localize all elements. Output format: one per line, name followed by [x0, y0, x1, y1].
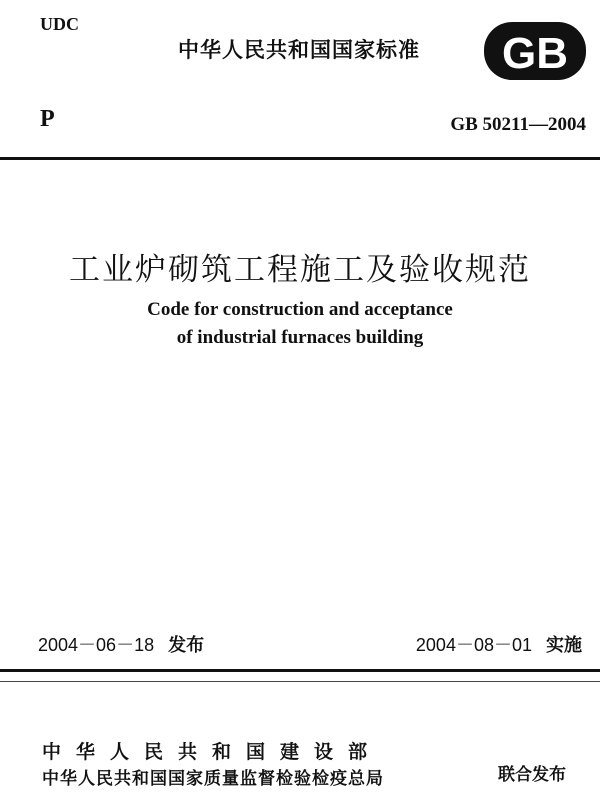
title-english-line-1: Code for construction and acceptance — [147, 299, 453, 320]
issue-date — [38, 631, 204, 657]
issue-date-value: 2004－06－18 — [38, 635, 155, 655]
bottom-thin-divider — [0, 681, 600, 682]
implementation-date-label: 实施 — [546, 635, 582, 656]
top-divider — [0, 157, 600, 160]
standard-number: GB 50211—2004 — [450, 114, 586, 135]
title-english-line-2: of industrial furnaces building — [176, 327, 424, 348]
document-title-chinese: 工业炉砌筑工程施工及验收规范 — [69, 252, 531, 288]
bottom-divider — [0, 669, 600, 672]
joint-issue-label: 联合发布 — [498, 765, 566, 785]
document-title-english — [0, 296, 600, 352]
gb-logo — [480, 16, 590, 86]
gb-logo-text: GB — [502, 29, 568, 78]
udc-label: UDC — [40, 14, 79, 34]
classification-letter: P — [40, 106, 55, 132]
implementation-date-value: 2004－08－01 — [415, 635, 532, 655]
implementation-date — [416, 631, 582, 657]
issue-date-label: 发布 — [168, 635, 205, 656]
issuer-line-2: 中华人民共和国国家质量监督检验检疫总局 — [42, 769, 384, 789]
standard-name: 中华人民共和国国家标准 — [178, 38, 420, 62]
issuer-line-1: 中华人民共和国建设部 — [42, 741, 383, 763]
